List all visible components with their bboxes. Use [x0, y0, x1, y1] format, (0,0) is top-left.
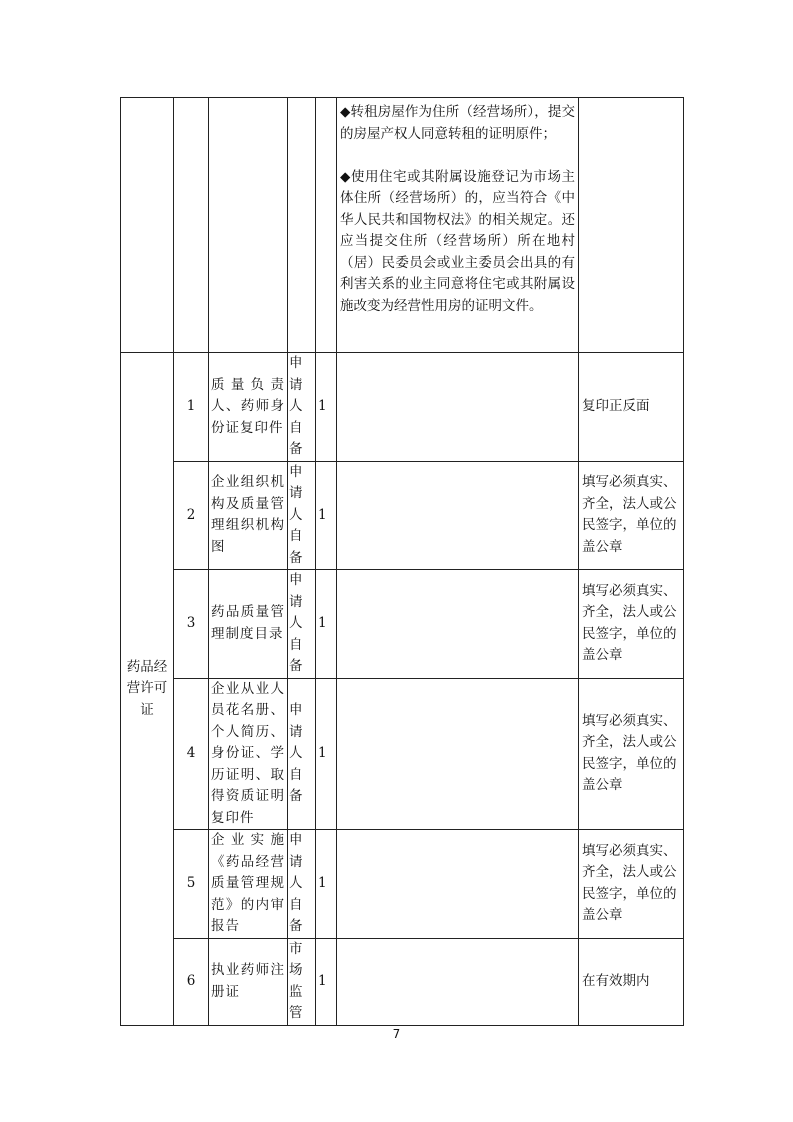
table-row — [121, 830, 684, 939]
item-number: 1 — [174, 353, 209, 462]
item-count: 1 — [316, 830, 337, 939]
item-count: 1 — [316, 570, 337, 679]
category-cell-empty — [121, 98, 174, 353]
item-requirement — [337, 830, 579, 939]
item-count: 1 — [316, 678, 337, 830]
item-number: 2 — [174, 461, 209, 570]
name-cell-empty — [209, 98, 288, 353]
materials-table — [120, 97, 684, 1026]
table-row — [121, 461, 684, 570]
item-name: 企业从业人员花名册、个人简历、身份证、学历证明、取得资质证明复印件 — [209, 678, 288, 830]
category-cell: 药品经营许可证 — [121, 353, 174, 1026]
item-source: 申请人自备 — [288, 353, 316, 462]
item-name: 企业组织机构及质量管理组织机构图 — [209, 461, 288, 570]
item-remark: 填写必须真实、齐全，法人或公民签字，单位的盖公章 — [579, 678, 684, 830]
item-count: 1 — [316, 353, 337, 462]
item-remark: 复印正反面 — [579, 353, 684, 462]
table-row — [121, 570, 684, 679]
item-source: 市场监管 — [288, 938, 316, 1025]
item-number: 4 — [174, 678, 209, 830]
table-row — [121, 353, 684, 462]
item-name: 执业药师注册证 — [209, 938, 288, 1025]
item-number: 6 — [174, 938, 209, 1025]
item-remark: 在有效期内 — [579, 938, 684, 1025]
item-source: 申请人自备 — [288, 830, 316, 939]
remark-cell-empty — [579, 98, 684, 353]
item-name: 企业实施《药品经营质量管理规范》的内审报告 — [209, 830, 288, 939]
item-remark: 填写必须真实、齐全，法人或公民签字，单位的盖公章 — [579, 830, 684, 939]
item-source: 申请人自备 — [288, 570, 316, 679]
source-cell-empty — [288, 98, 316, 353]
item-requirement — [337, 570, 579, 679]
count-cell-empty — [316, 98, 337, 353]
item-requirement — [337, 678, 579, 830]
item-requirement — [337, 353, 579, 462]
item-name: 药品质量管理制度目录 — [209, 570, 288, 679]
item-remark: 填写必须真实、齐全，法人或公民签字，单位的盖公章 — [579, 570, 684, 679]
number-cell-empty — [174, 98, 209, 353]
item-requirement — [337, 938, 579, 1025]
table-row — [121, 678, 684, 830]
table-row — [121, 938, 684, 1025]
page-number: 7 — [392, 1027, 401, 1041]
item-count: 1 — [316, 461, 337, 570]
item-source: 申请人自备 — [288, 461, 316, 570]
item-requirement — [337, 461, 579, 570]
item-number: 5 — [174, 830, 209, 939]
requirement-sublease: ◆转租房屋作为住所（经营场所），提交的房屋产权人同意转租的证明原件； — [340, 104, 575, 142]
item-source: 申请人自备 — [288, 678, 316, 830]
table-row-continued — [121, 98, 684, 353]
requirement-residential: ◆使用住宅或其附属设施登记为市场主体住所（经营场所）的，应当符合《中华人民共和国物权法》的相关规定。还应当提交住所（经营场所）所在地村（居）民委员会或业主委员会出具的有利害关系的业主同意将住宅或其附属设施改变为经营性用房的证明文件。 — [340, 168, 575, 314]
item-count: 1 — [316, 938, 337, 1025]
item-remark: 填写必须真实、齐全，法人或公民签字，单位的盖公章 — [579, 461, 684, 570]
requirement-cell — [337, 98, 579, 353]
item-name: 质量负责人、药师身份证复印件 — [209, 353, 288, 462]
item-number: 3 — [174, 570, 209, 679]
